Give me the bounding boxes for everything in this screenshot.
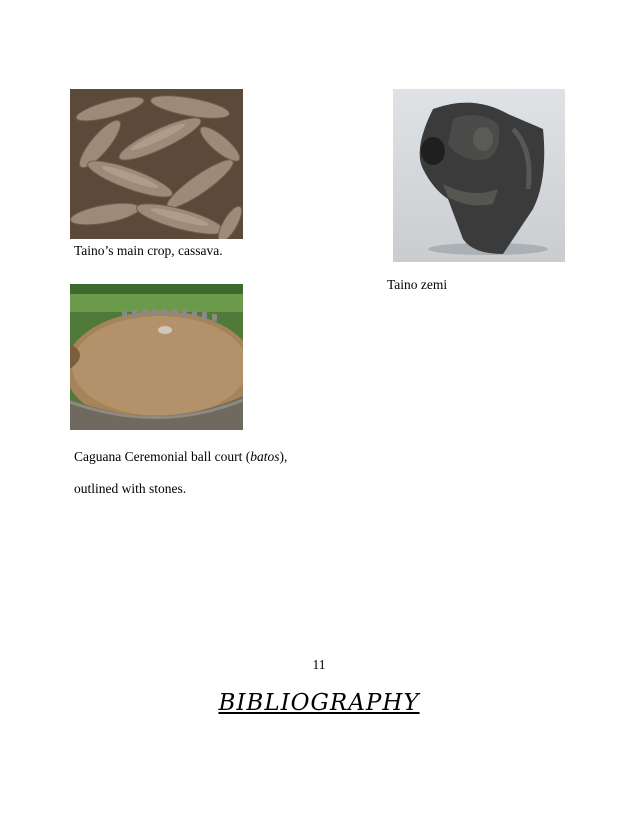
ballcourt-caption-text-end: ), [279,449,288,464]
ballcourt-photo [70,284,243,430]
page-number: 11 [312,657,326,672]
ballcourt-caption-line2: outlined with stones. [74,481,187,496]
ballcourt-caption-line1 [74,449,287,465]
cassava-photo [70,89,243,239]
bibliography-heading: BIBLIOGRAPHY [218,690,420,716]
ballcourt-caption-text: Caguana Ceremonial ball court ( [74,449,251,464]
cassava-caption: Taino’s main crop, cassava. [74,243,223,258]
zemi-caption: Taino zemi [387,277,448,292]
zemi-photo [393,89,565,262]
ballcourt-caption-italic: batos [250,449,280,464]
